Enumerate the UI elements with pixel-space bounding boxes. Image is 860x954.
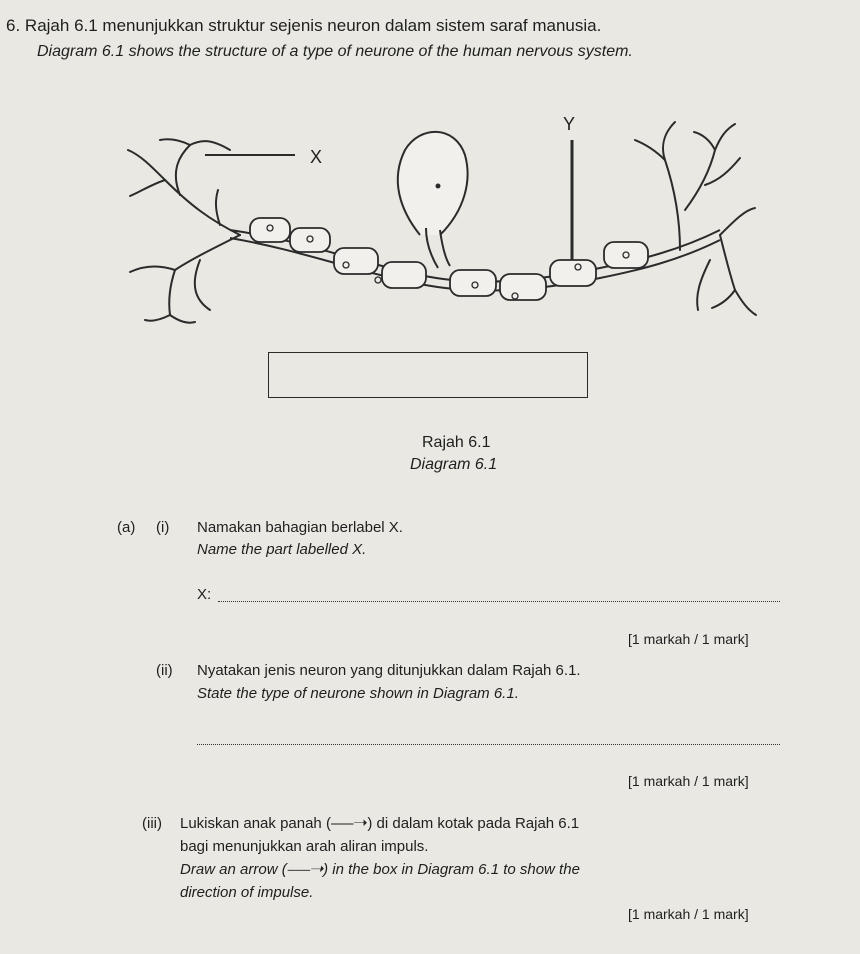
question-intro-ms [6, 16, 601, 36]
dendrites-left [128, 139, 240, 323]
part-a-marks: [1 markah / 1 mark] [628, 631, 749, 647]
question-text-ms: Rajah 6.1 menunjukkan struktur sejenis neuron dalam sistem saraf manusia. [24, 16, 602, 35]
part-b-answer-field[interactable] [197, 726, 780, 745]
part-a-question-ms: Namakan bahagian berlabel X. [197, 519, 403, 536]
part-a-answer-field[interactable] [218, 583, 780, 602]
part-a-sub: (i) [156, 519, 170, 536]
part-b-question-en: State the type of neurone shown in Diagram 6.1. [197, 685, 519, 702]
nucleus [436, 184, 441, 189]
impulse-direction-box[interactable] [268, 352, 588, 398]
part-a-answer-label: X: [197, 586, 212, 603]
part-a-question-en: Name the part labelled X. [197, 541, 367, 558]
part-c-question-ms-2: bagi menunjukkan arah aliran impuls. [180, 838, 429, 855]
part-c-marks: [1 markah / 1 mark] [628, 906, 749, 922]
figure-caption-en: Diagram 6.1 [410, 456, 498, 473]
part-a-letter: (a) [117, 519, 136, 536]
part-c-question-ms-1: Lukiskan anak panah (⎯⎯⎯➝) di dalam kotak pada Rajah 6.1 [180, 815, 580, 832]
part-c-question-en-1: Draw an arrow (⎯⎯⎯➝) in the box in Diagram 6.1 to show the [180, 861, 580, 878]
axon-terminals [635, 122, 756, 315]
figure-caption-ms: Rajah 6.1 [422, 434, 491, 451]
cell-body [398, 132, 468, 268]
label-y: Y [563, 114, 576, 134]
part-b-question-ms: Nyatakan jenis neuron yang ditunjukkan dalam Rajah 6.1. [197, 662, 581, 679]
part-b-marks: [1 markah / 1 mark] [628, 773, 749, 789]
neuron-diagram [120, 110, 760, 345]
label-x: X [310, 147, 323, 167]
question-intro-en: Diagram 6.1 shows the structure of a type of neurone of the human nervous system. [37, 43, 633, 60]
part-c-sub: (iii) [142, 815, 162, 832]
question-number: 6. [6, 16, 21, 35]
part-b-sub: (ii) [156, 662, 173, 679]
part-c-question-en-2: direction of impulse. [180, 884, 314, 901]
